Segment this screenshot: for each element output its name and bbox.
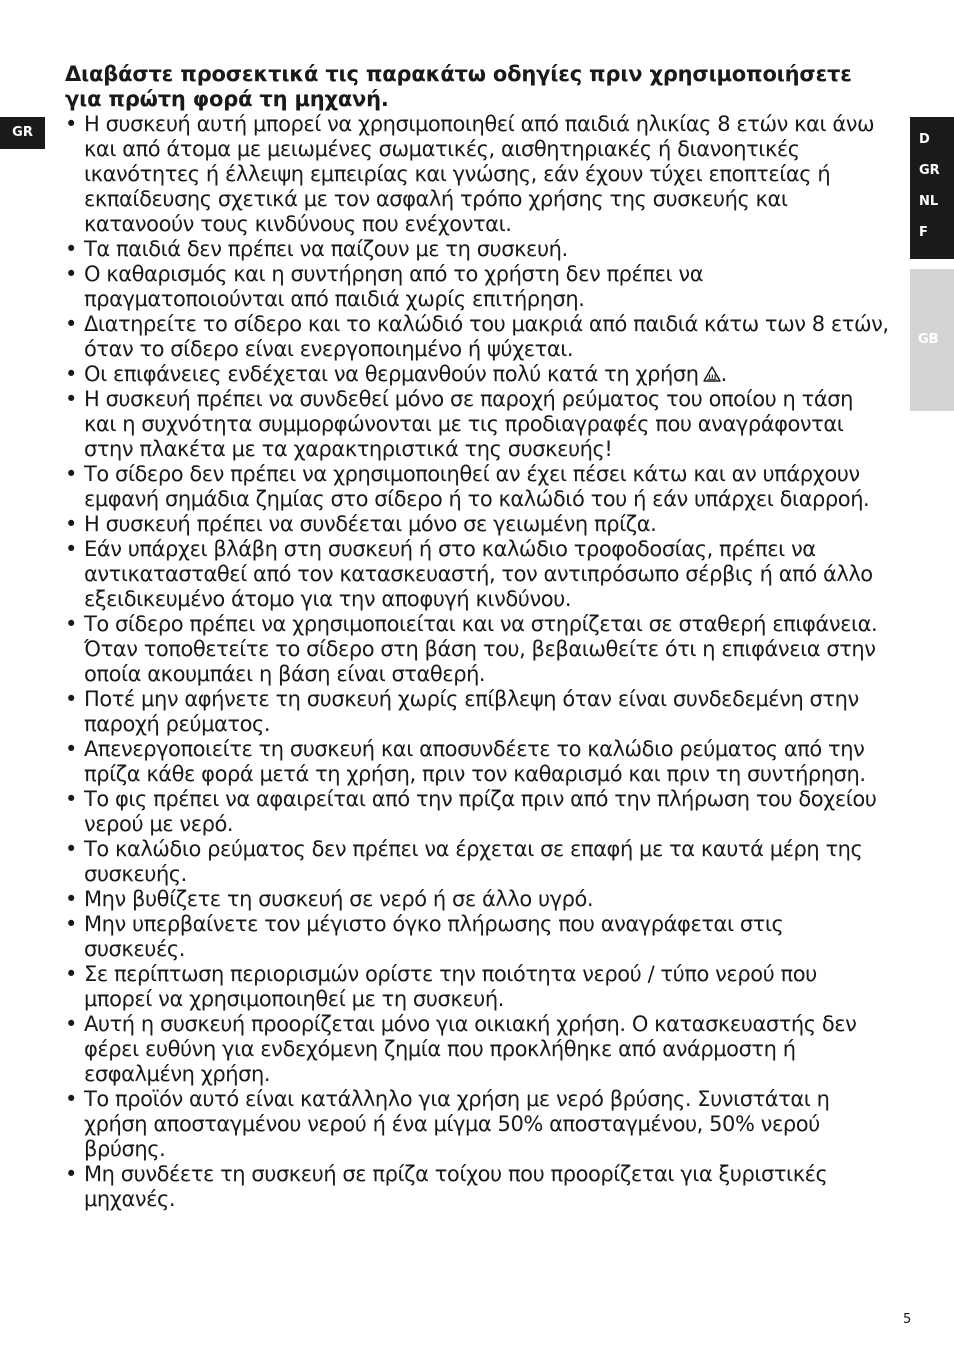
list-item: • Διατηρείτε το σίδερο και το καλώδιό του μακριά από παιδιά κάτω των 8 ετών, όταν το σίδερο είναι ενεργοποιημένο ή ψύχεται. (65, 312, 890, 362)
list-item-hot-surface (65, 362, 890, 387)
list-item-suffix: . (720, 362, 727, 386)
list-item: • Μη συνδέετε τη συσκευή σε πρίζα τοίχου που προορίζεται για ξυριστικές μηχανές. (65, 1162, 890, 1212)
list-item: • Η συσκευή αυτή μπορεί να χρησιμοποιηθεί από παιδιά ηλικίας 8 ετών και άνω και από άτομα με μειωμένες σωματικές, αισθητηριακές ή διανοητικές ικανότητες ή έλλειψη εμπειρίας και γνώσης, εάν έχουν τύχει εποπτείας ή εκπαίδευσης σχετικά με τον ασφαλή τρόπο χρήσης της συσκευής και κατανοούν τους κινδύνους που ενέχονται. (65, 112, 890, 237)
list-item: • Απενεργοποιείτε τη συσκευή και αποσυνδέετε το καλώδιο ρεύματος από την πρίζα κάθε φορά μετά τη χρήση, πριν τον καθαρισμό και πριν τη συντήρηση. (65, 737, 890, 787)
list-item: • Η συσκευή πρέπει να συνδέεται μόνο σε γειωμένη πρίζα. (65, 512, 890, 537)
list-item: • Το φις πρέπει να αφαιρείται από την πρίζα πριν από την πλήρωση του δοχείου νερού με νερό. (65, 787, 890, 837)
language-tab-gr-left: GR (0, 117, 45, 149)
list-item: • Το σίδερο πρέπει να χρησιμοποιείται και να στηρίζεται σε σταθερή επιφάνεια. Όταν τοποθετείτε το σίδερο στη βάση του, βεβαιωθείτε ότι η επιφάνεια στην οποία ακουμπάει η βάση είναι σταθερή. (65, 612, 890, 687)
language-tab-f: F (919, 225, 928, 240)
page-number: 5 (903, 1312, 912, 1327)
list-item: • Το σίδερο δεν πρέπει να χρησιμοποιηθεί αν έχει πέσει κάτω και αν υπάρχουν εμφανή σημάδια ζημίας στο σίδερο ή το καλώδιό του ή εάν υπάρχει διαρροή. (65, 462, 890, 512)
list-item: • Ποτέ μην αφήνετε τη συσκευή χωρίς επίβλεψη όταν είναι συνδεδεμένη στην παροχή ρεύματος. (65, 687, 890, 737)
list-item: • Μην υπερβαίνετε τον μέγιστο όγκο πλήρωσης που αναγράφεται στις συσκευές. (65, 912, 890, 962)
list-item-text: Οι επιφάνειες ενδέχεται να θερμανθούν πολύ κατά τη χρήση (84, 362, 699, 386)
language-tab-gb: GB (910, 269, 954, 411)
list-item: • Εάν υπάρχει βλάβη στη συσκευή ή στο καλώδιο τροφοδοσίας, πρέπει να αντικατασταθεί από τον κατασκευαστή, τον αντιπρόσωπο σέρβις ή από άλλο εξειδικευμένο άτομο για την αποφυγή κινδύνου. (65, 537, 890, 612)
language-tabs-active-group (910, 117, 954, 259)
language-tab-nl: NL (919, 194, 939, 209)
hot-surface-warning-icon (703, 366, 721, 382)
instructions-heading: Διαβάστε προσεκτικά τις παρακάτω οδηγίες πριν χρησιμοποιήσετε για πρώτη φορά τη μηχανή. (65, 62, 852, 111)
language-tab-d: D (919, 132, 930, 147)
list-item: • Ο καθαρισμός και η συντήρηση από το χρήστη δεν πρέπει να πραγματοποιούνται από παιδιά χωρίς επιτήρηση. (65, 262, 890, 312)
list-item: • Η συσκευή πρέπει να συνδεθεί μόνο σε παροχή ρεύματος του οποίου η τάση και η συχνότητα συμμορφώνονται με τις προδιαγραφές που αναγράφονται στην πλακέτα με τα χαρακτηριστικά της συσκευής! (65, 387, 890, 462)
safety-list (65, 112, 890, 1212)
list-item: • Το καλώδιο ρεύματος δεν πρέπει να έρχεται σε επαφή με τα καυτά μέρη της συσκευής. (65, 837, 890, 887)
list-item: • Το προϊόν αυτό είναι κατάλληλο για χρήση με νερό βρύσης. Συνιστάται η χρήση αποσταγμένου νερού ή ένα μίγμα 50% αποσταγμένου, 50% νερού βρύσης. (65, 1087, 890, 1162)
safety-instructions (65, 62, 890, 1212)
list-item: • Αυτή η συσκευή προορίζεται μόνο για οικιακή χρήση. Ο κατασκευαστής δεν φέρει ευθύνη για ενδεχόμενη ζημία που προκλήθηκε από ανάρμοστη ή εσφαλμένη χρήση. (65, 1012, 890, 1087)
list-item: • Μην βυθίζετε τη συσκευή σε νερό ή σε άλλο υγρό. (65, 887, 890, 912)
language-tab-gr: GR (919, 163, 940, 178)
list-item: • Σε περίπτωση περιορισμών ορίστε την ποιότητα νερού / τύπο νερού που μπορεί να χρησιμοποιηθεί με τη συσκευή. (65, 962, 890, 1012)
list-item: • Τα παιδιά δεν πρέπει να παίζουν με τη συσκευή. (65, 237, 890, 262)
